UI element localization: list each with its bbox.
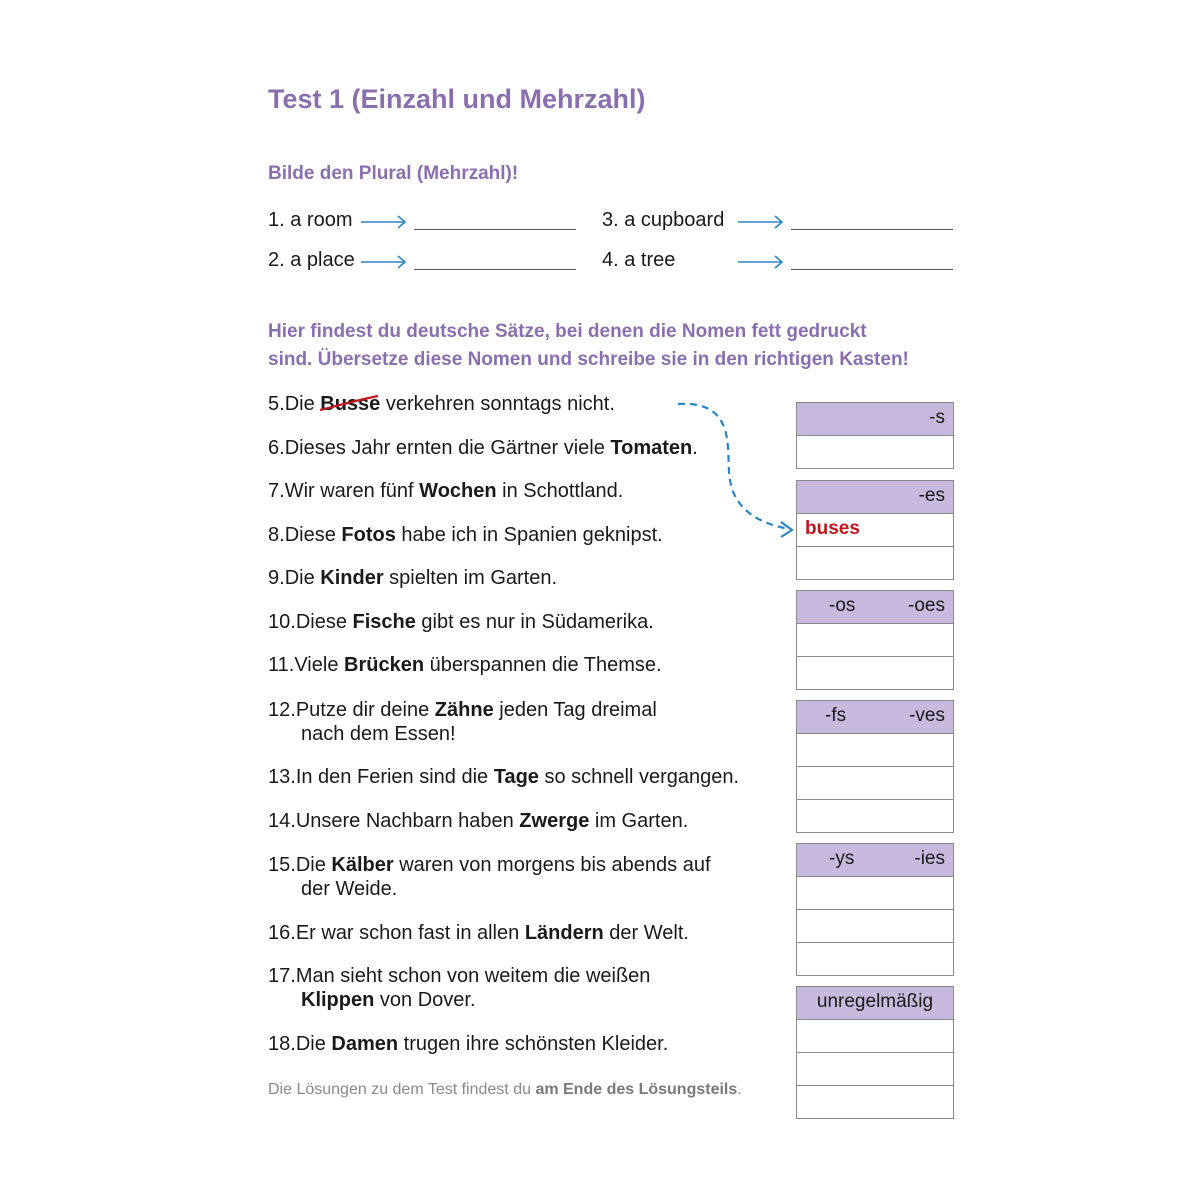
box-os-oes bbox=[796, 590, 954, 690]
box-header bbox=[797, 591, 953, 624]
sentence-noun: Fische bbox=[352, 611, 416, 633]
sentence-9 bbox=[268, 566, 557, 590]
sentence-text: Wir waren fünf bbox=[284, 480, 420, 502]
box-header-label: -fs bbox=[825, 705, 847, 726]
sentence-number: 6. bbox=[268, 437, 285, 459]
box-header-label: -os bbox=[829, 595, 856, 616]
exercise-item-1: 1. a room bbox=[268, 209, 353, 231]
sentence-noun: Zähne bbox=[434, 699, 494, 721]
sentence-text: Diese bbox=[295, 611, 353, 633]
answer-line-2[interactable] bbox=[414, 269, 576, 270]
sentence-16 bbox=[268, 921, 689, 945]
sentence-continuation bbox=[268, 988, 650, 1012]
dashed-arrow-icon bbox=[670, 395, 800, 540]
task1-heading: Bilde den Plural (Mehrzahl)! bbox=[268, 163, 519, 184]
sentence-text: Man sieht schon von weitem die weißen bbox=[295, 965, 651, 987]
sentence-text: verkehren sonntags nicht. bbox=[380, 393, 615, 415]
box-header-label: -s bbox=[929, 407, 945, 428]
sentence-number: 9. bbox=[268, 567, 285, 589]
task2-heading-line1: Hier findest du deutsche Sätze, bei denen die Nomen fett gedruckt bbox=[268, 321, 867, 342]
answer-cell[interactable] bbox=[797, 877, 953, 910]
box-header bbox=[797, 987, 953, 1020]
box-ys-ies bbox=[796, 843, 954, 976]
sentence-text: Die bbox=[284, 393, 321, 415]
exercise-item-3: 3. a cupboard bbox=[602, 209, 725, 231]
arrow-right-icon bbox=[361, 255, 407, 269]
sentence-11 bbox=[268, 653, 662, 677]
sentence-number: 18. bbox=[268, 1033, 296, 1055]
sentence-noun: Kinder bbox=[320, 567, 384, 589]
arrow-right-icon bbox=[738, 255, 784, 269]
sentence-12 bbox=[268, 698, 657, 746]
answer-cell[interactable] bbox=[797, 943, 953, 975]
sentence-text: Unsere Nachbarn haben bbox=[295, 810, 520, 832]
sentence-18 bbox=[268, 1032, 668, 1056]
sentence-text: Die bbox=[295, 854, 332, 876]
sentence-number: 10. bbox=[268, 611, 296, 633]
sentence-13 bbox=[268, 765, 739, 789]
sentence-number: 5. bbox=[268, 393, 285, 415]
box-header bbox=[797, 481, 953, 514]
sentence-noun: Damen bbox=[331, 1033, 399, 1055]
box-header bbox=[797, 701, 953, 734]
sentence-text: Die bbox=[295, 1033, 332, 1055]
sentence-number: 13. bbox=[268, 766, 296, 788]
arrow-right-icon bbox=[361, 215, 407, 229]
answer-cell[interactable] bbox=[797, 910, 953, 943]
exercise-item-4: 4. a tree bbox=[602, 249, 676, 271]
box-header-label: -ves bbox=[909, 705, 945, 726]
box-header bbox=[797, 844, 953, 877]
strikethrough-icon bbox=[318, 394, 380, 416]
sentence-noun: Tomaten bbox=[610, 437, 693, 459]
sentence-text: In den Ferien sind die bbox=[295, 766, 494, 788]
box-header-label: -ies bbox=[914, 848, 945, 869]
sentence-noun: Wochen bbox=[419, 480, 497, 502]
sentence-text: Diese bbox=[284, 524, 342, 546]
answer-cell[interactable] bbox=[797, 1020, 953, 1053]
sentence-noun: Busse bbox=[320, 393, 381, 415]
sentence-noun: Kälber bbox=[331, 854, 394, 876]
sentence-noun: Fotos bbox=[341, 524, 396, 546]
sentence-15 bbox=[268, 853, 711, 901]
sentence-noun: Brücken bbox=[344, 654, 425, 676]
task2-heading-line2: sind. Übersetze diese Nomen und schreibe sie in den richtigen Kasten! bbox=[268, 349, 909, 370]
sentence-continuation bbox=[268, 722, 657, 746]
answer-cell[interactable] bbox=[797, 436, 953, 468]
arrow-right-icon bbox=[738, 215, 784, 229]
sentence-number: 15. bbox=[268, 854, 296, 876]
answer-cell[interactable] bbox=[797, 547, 953, 579]
sentence-text: Er war schon fast in allen bbox=[295, 922, 525, 944]
sentence-text: der Welt. bbox=[603, 922, 689, 944]
sentence-noun: Ländern bbox=[524, 922, 604, 944]
sentence-text: der Weide. bbox=[301, 878, 398, 900]
box-header-label: unregelmäßig bbox=[816, 991, 934, 1012]
sentence-text: im Garten. bbox=[589, 810, 689, 832]
sentence-number: 11. bbox=[268, 654, 295, 676]
sentence-text: Putze dir deine bbox=[295, 699, 435, 721]
sentence-text: gibt es nur in Südamerika. bbox=[415, 611, 654, 633]
answer-cell[interactable] bbox=[797, 1053, 953, 1086]
sentence-noun: Klippen bbox=[301, 989, 375, 1011]
sentence-5 bbox=[268, 392, 615, 416]
footer-bold: am Ende des Lösungsteils bbox=[535, 1081, 738, 1098]
sentence-noun: Tage bbox=[493, 766, 539, 788]
answer-line-4[interactable] bbox=[791, 269, 953, 270]
sentence-text: in Schottland. bbox=[496, 480, 624, 502]
sentence-text: spielten im Garten. bbox=[383, 567, 558, 589]
sentence-text: waren von morgens bis abends auf bbox=[393, 854, 711, 876]
sentence-text: . bbox=[692, 437, 698, 459]
answer-line-1[interactable] bbox=[414, 229, 576, 230]
box-header-label: -ys bbox=[829, 848, 855, 869]
box-es bbox=[796, 480, 954, 580]
sentence-text: habe ich in Spanien geknipst. bbox=[395, 524, 663, 546]
sentence-text: trugen ihre schönsten Kleider. bbox=[398, 1033, 669, 1055]
sentence-number: 14. bbox=[268, 810, 296, 832]
answer-cell[interactable] bbox=[797, 1086, 953, 1118]
sentence-continuation bbox=[268, 877, 711, 901]
sentence-number: 12. bbox=[268, 699, 296, 721]
sentence-text: Dieses Jahr ernten die Gärtner viele bbox=[284, 437, 611, 459]
sentence-text: von Dover. bbox=[374, 989, 476, 1011]
sentence-14 bbox=[268, 809, 688, 833]
answer-line-3[interactable] bbox=[791, 229, 953, 230]
box-fs-ves bbox=[796, 700, 954, 833]
sentence-6 bbox=[268, 436, 698, 460]
sentence-10 bbox=[268, 610, 654, 634]
sentence-number: 17. bbox=[268, 965, 296, 987]
box-header bbox=[797, 403, 953, 436]
sentence-text: überspannen die Themse. bbox=[424, 654, 662, 676]
box-header-label: -oes bbox=[908, 595, 945, 616]
answer-cell[interactable] bbox=[797, 657, 953, 689]
page-title: Test 1 (Einzahl und Mehrzahl) bbox=[268, 84, 646, 114]
answer-cell[interactable] bbox=[797, 767, 953, 800]
box-header-label: -es bbox=[918, 485, 945, 506]
sentence-text: Viele bbox=[294, 654, 344, 676]
sentence-text: nach dem Essen! bbox=[301, 723, 456, 745]
answer-cell[interactable] bbox=[797, 624, 953, 657]
sentence-noun: Zwerge bbox=[519, 810, 590, 832]
answer-cell[interactable] bbox=[797, 800, 953, 832]
box-s bbox=[796, 402, 954, 469]
sentence-7 bbox=[268, 479, 623, 503]
sentence-text: jeden Tag dreimal bbox=[493, 699, 657, 721]
sentence-number: 16. bbox=[268, 922, 296, 944]
footer-text: Die Lösungen zu dem Test findest du bbox=[268, 1081, 536, 1098]
footer-end: . bbox=[737, 1081, 742, 1098]
exercise-item-2: 2. a place bbox=[268, 249, 355, 271]
sentence-8 bbox=[268, 523, 663, 547]
answer-buses: buses bbox=[805, 518, 860, 539]
sentence-text: Die bbox=[284, 567, 321, 589]
footer-note bbox=[268, 1081, 742, 1099]
answer-cell[interactable] bbox=[797, 514, 953, 547]
sentence-number: 7. bbox=[268, 480, 285, 502]
box-unregelmaessig bbox=[796, 986, 954, 1119]
sentence-text: so schnell vergangen. bbox=[538, 766, 740, 788]
sentence-number: 8. bbox=[268, 524, 285, 546]
sentence-17 bbox=[268, 964, 650, 1012]
answer-cell[interactable] bbox=[797, 734, 953, 767]
